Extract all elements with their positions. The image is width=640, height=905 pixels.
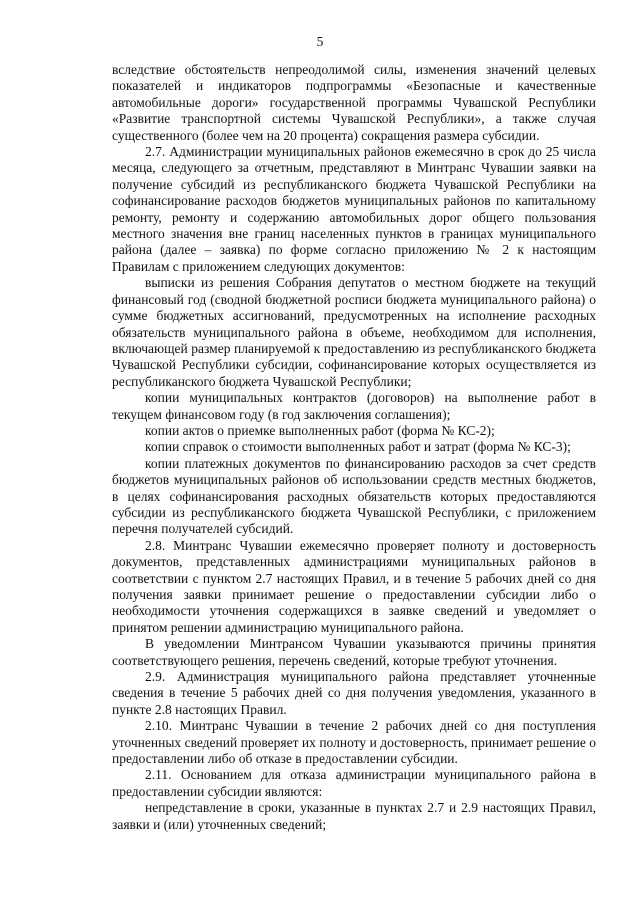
paragraph: выписки из решения Собрания депутатов о местном бюджете на текущий финансовый год (сводной бюджетной росписи бюджета муниципального района) о сумме бюджетных ассигнований, предусмотренных на исполнение расходных обязательств муниципального района в объеме, необходимом для исполнения, включающей размер планируемой к предоставлению из республиканского бюджета Чувашской Республики субсидии, софинансирование которых осуществляется из республиканского бюджета Чувашской Республики; [112, 275, 596, 389]
paragraph: копии актов о приемке выполненных работ (форма № КС-2); [145, 422, 495, 438]
paragraph: 2.9. Администрация муниципального района представляет уточненные сведения в течение 5 рабочих дней со дня получения уведомления, указанного в пункте 2.8 настоящих Правил. [112, 669, 596, 717]
paragraph: копии справок о стоимости выполненных работ и затрат (форма № КС-3); [145, 439, 571, 455]
paragraph: 2.8. Минтранс Чувашии ежемесячно проверяет полноту и достоверность документов, представленных администрациями муниципальных районов в соответствии с пунктом 2.7 настоящих Правил, и в течение 5 рабочих дней со дня получения заявки принимает решение о предоставлении субсидии либо о необходимости уточнения содержащихся в заявке сведений и уведомляет о принятом решении администрацию муниципального района. [112, 537, 596, 635]
paragraph: копии платежных документов по финансированию расходов за счет средств бюджетов муниципальных районов об использовании средств местных бюджетов, в целях софинансирования расходных обязательств которых предоставляются субсидии из республиканского бюджета Чувашской Республики, с приложением перечня получателей субсидий. [112, 455, 596, 537]
paragraph: непредставление в сроки, указанные в пунктах 2.7 и 2.9 настоящих Правил, заявки и (или) уточненных сведений; [112, 800, 596, 832]
document-body [112, 62, 596, 833]
paragraph: 2.7. Администрации муниципальных районов ежемесячно в срок до 25 числа месяца, следующего за отчетным, представляют в Минтранс Чувашии заявки на получение субсидий из республиканского бюджета Чувашской Республики на софинансирование расходов бюджетов муниципальных районов по капитальному ремонту, ремонту и содержанию автомобильных дорог общего пользования местного значения вне границ населенных пунктов в границах муниципального района (далее – заявка) по форме согласно приложению № 2 к настоящим Правилам с приложением следующих документов: [112, 144, 596, 274]
paragraph: 2.10. Минтранс Чувашии в течение 2 рабочих дней со дня поступления уточненных сведений проверяет их полноту и достоверность, принимает решение о предоставлении либо об отказе в предоставлении субсидии. [112, 718, 596, 767]
paragraph: вследствие обстоятельств непреодолимой силы, изменения значений целевых показателей и индикаторов подпрограммы «Безопасные и качественные автомобильные дороги» государственной программы Чувашской Республики «Развитие транспортной системы Чувашской Республики», а также случая существенного (более чем на 20 процента) сокращения размера субсидии. [112, 62, 596, 143]
paragraph: копии муниципальных контрактов (договоров) на выполнение работ в текущем финансовом году (в год заключения соглашения); [112, 390, 596, 422]
paragraph: 2.11. Основанием для отказа администрации муниципального района в предоставлении субсидии являются: [112, 767, 596, 799]
paragraph: В уведомлении Минтрансом Чувашии указываются причины принятия соответствующего решения, перечень сведений, которые требуют уточнения. [112, 636, 596, 668]
page-number: 5 [316, 34, 324, 49]
